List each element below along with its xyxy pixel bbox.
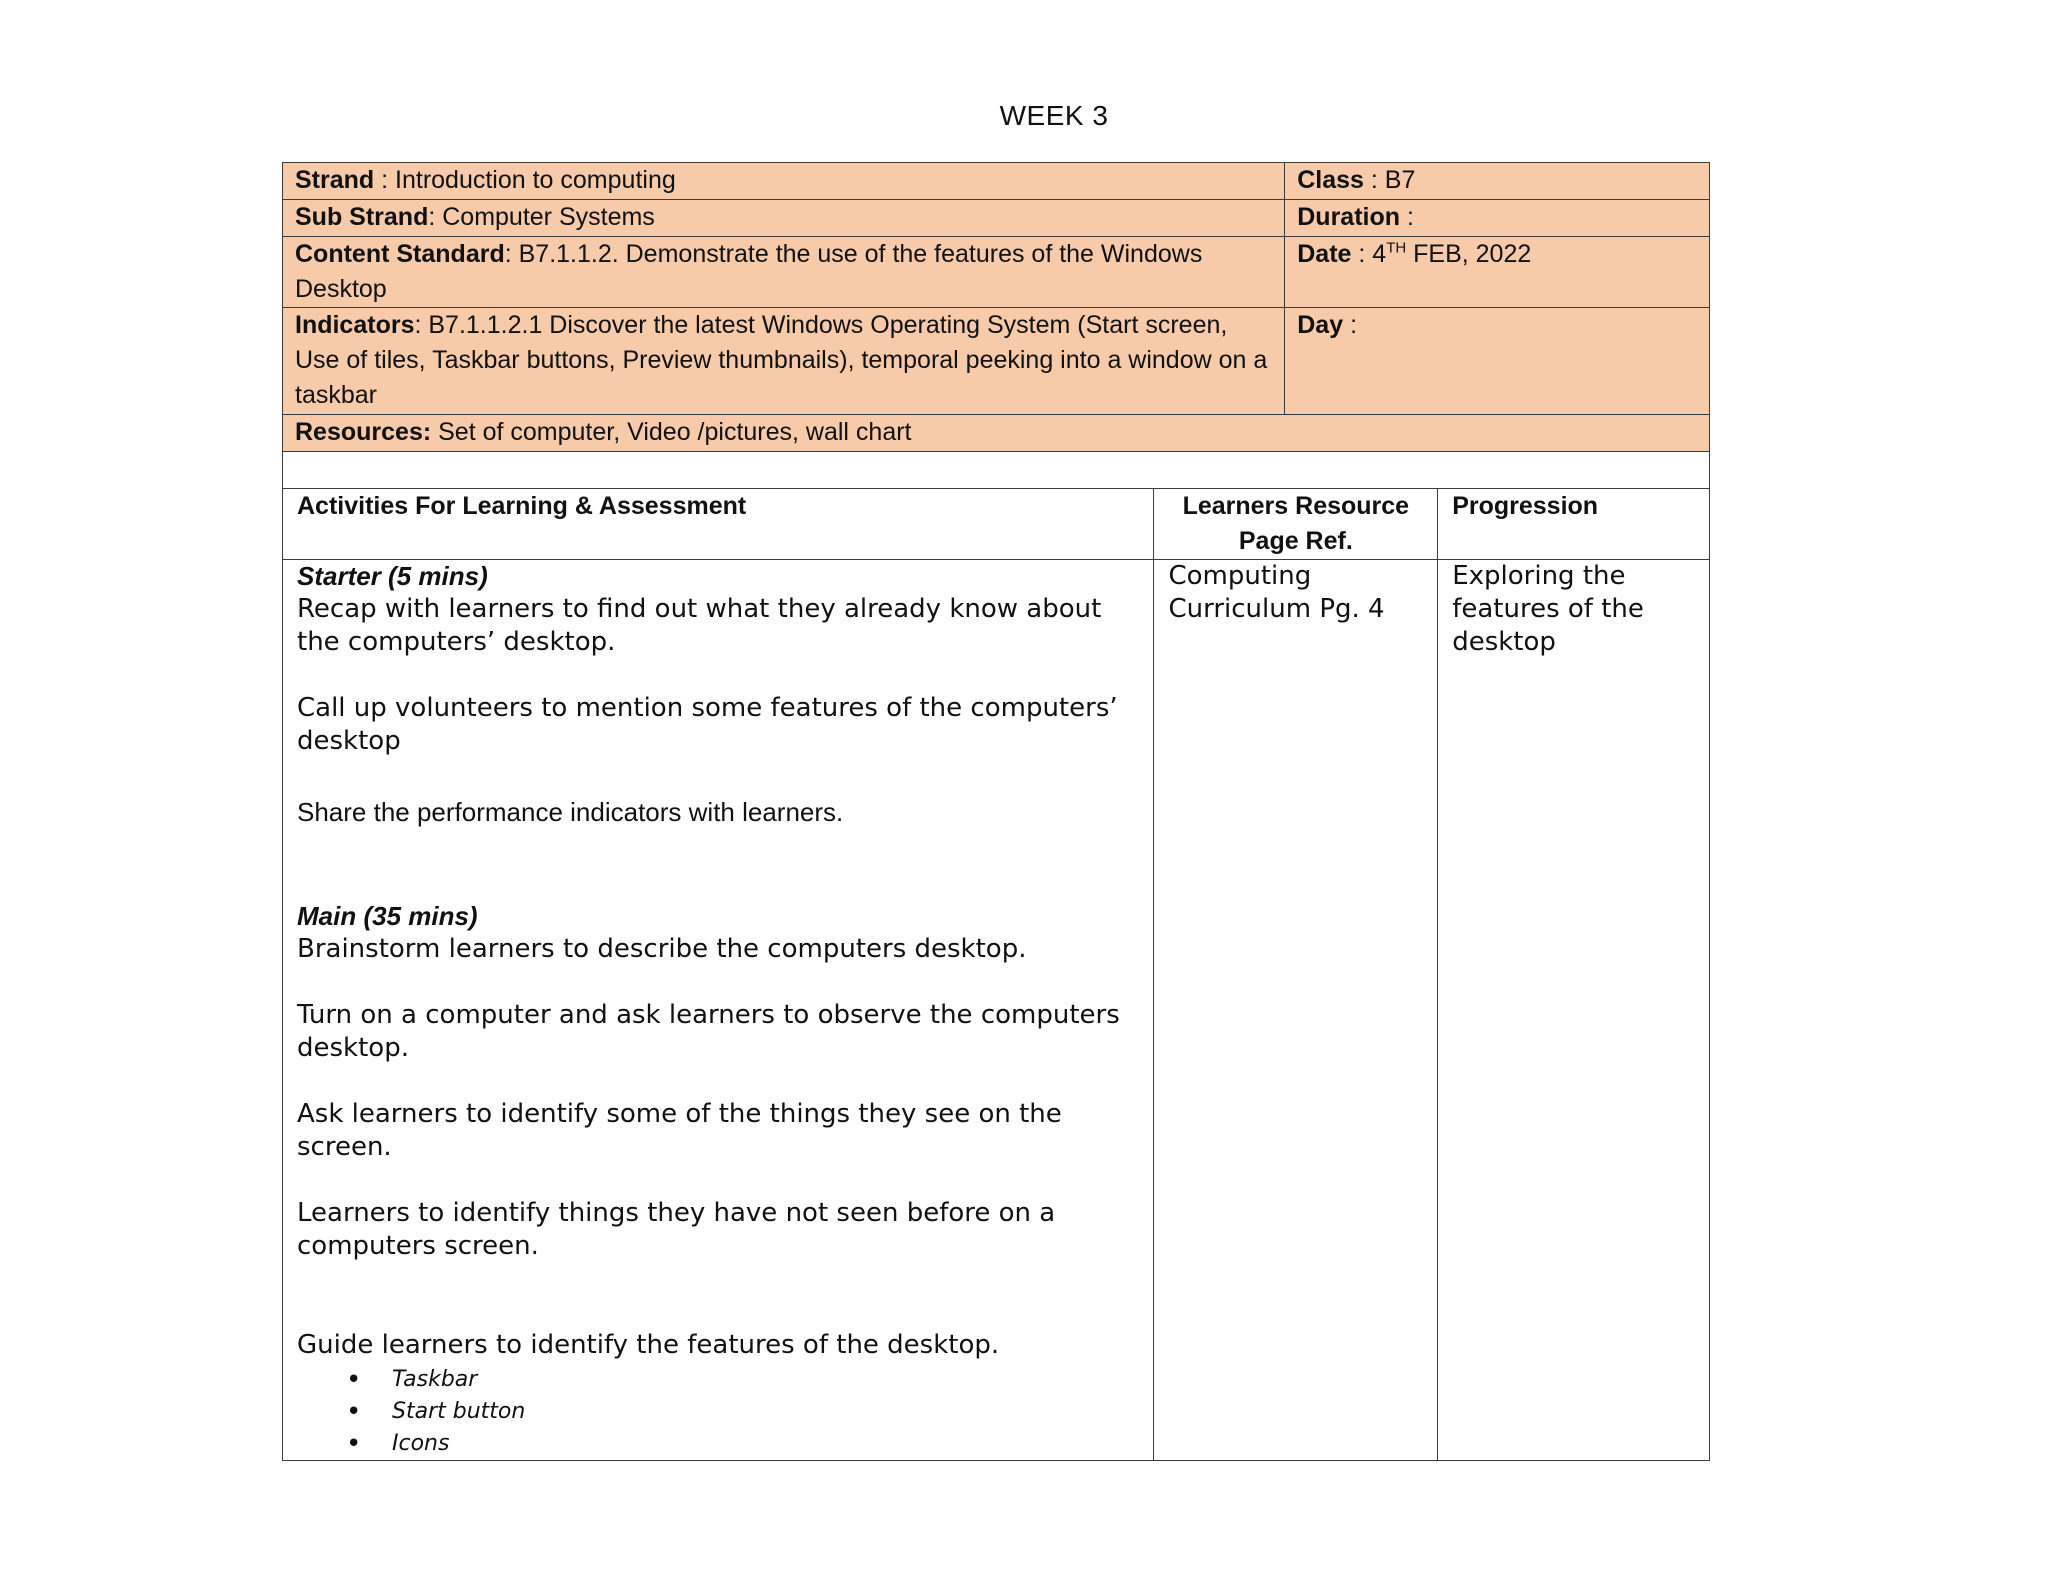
duration-cell <box>1285 200 1710 237</box>
main-heading: Main (35 mins) <box>297 901 478 931</box>
resource-header: Learners Resource Page Ref. <box>1154 489 1438 560</box>
date-value-suffix: FEB, 2022 <box>1406 240 1532 268</box>
list-item: • Taskbar <box>392 1364 1139 1396</box>
indicators-cell <box>283 308 1285 415</box>
resource-cell <box>1154 560 1438 1461</box>
activities-header: Activities For Learning & Assessment <box>283 489 1154 560</box>
class-cell <box>1285 163 1710 200</box>
strand-value: : Introduction to computing <box>374 166 676 194</box>
list-item: • Start button <box>392 1396 1139 1428</box>
strand-cell <box>283 163 1285 200</box>
duration-label: Duration <box>1297 203 1401 231</box>
resources-label: Resources: <box>295 418 432 446</box>
activities-table <box>282 488 1710 1461</box>
starter-item: Recap with learners to find out what they already know about the computers’ desktop. <box>297 594 1102 657</box>
content-standard-value: : B7.1.1.2. Demonstrate the use of the features of the Windows Desktop <box>295 240 1203 303</box>
main-item: Ask learners to identify some of the things they see on the screen. <box>297 1099 1062 1162</box>
page-title: WEEK 3 <box>999 100 1109 131</box>
main-item: Guide learners to identify the features of the desktop. <box>297 1330 1000 1360</box>
starter-heading: Starter (5 mins) <box>297 561 488 591</box>
duration-value: : <box>1400 203 1414 231</box>
date-label: Date <box>1297 240 1352 268</box>
starter-item: Share the performance indicators with learners. <box>297 797 844 827</box>
activities-cell <box>283 560 1154 1461</box>
content-standard-label: Content Standard <box>295 240 505 268</box>
day-cell <box>1285 308 1710 415</box>
sub-strand-cell <box>283 200 1285 237</box>
progression-cell <box>1438 560 1710 1461</box>
class-label: Class <box>1297 166 1364 194</box>
indicators-value: : B7.1.1.2.1 Discover the latest Windows Operating System (Start screen, Use of tiles, Taskbar buttons, Preview thumbnails), temporal peeking into a window on a taskbar <box>295 311 1268 409</box>
spacer-row <box>283 452 1710 489</box>
lesson-header-table <box>282 162 1710 489</box>
class-value: : B7 <box>1363 166 1416 194</box>
list-item: • Icons <box>392 1428 1139 1460</box>
sub-strand-label: Sub Strand <box>295 203 429 231</box>
content-standard-cell <box>283 237 1285 308</box>
main-item: Turn on a computer and ask learners to observe the computers desktop. <box>297 1000 1120 1063</box>
main-item: Learners to identify things they have not seen before on a computers screen. <box>297 1198 1056 1261</box>
main-item: Brainstorm learners to describe the computers desktop. <box>297 934 1027 964</box>
day-label: Day <box>1297 311 1344 339</box>
starter-item: Call up volunteers to mention some features of the computers’ desktop <box>297 693 1118 756</box>
resources-cell <box>283 415 1710 452</box>
date-cell <box>1285 237 1710 308</box>
feature-list <box>297 1364 1139 1460</box>
progression-header: Progression <box>1438 489 1710 560</box>
day-value: : <box>1343 311 1358 339</box>
indicators-label: Indicators <box>295 311 415 339</box>
progression-text: Exploring the features of the desktop <box>1452 561 1644 657</box>
date-value-prefix: : 4 <box>1351 240 1387 268</box>
resources-value: Set of computer, Video /pictures, wall chart <box>431 418 912 446</box>
strand-label: Strand <box>295 166 375 194</box>
sub-strand-value: : Computer Systems <box>428 203 655 231</box>
resource-ref: Computing Curriculum Pg. 4 <box>1168 561 1385 624</box>
date-value-sup: TH <box>1386 239 1407 257</box>
